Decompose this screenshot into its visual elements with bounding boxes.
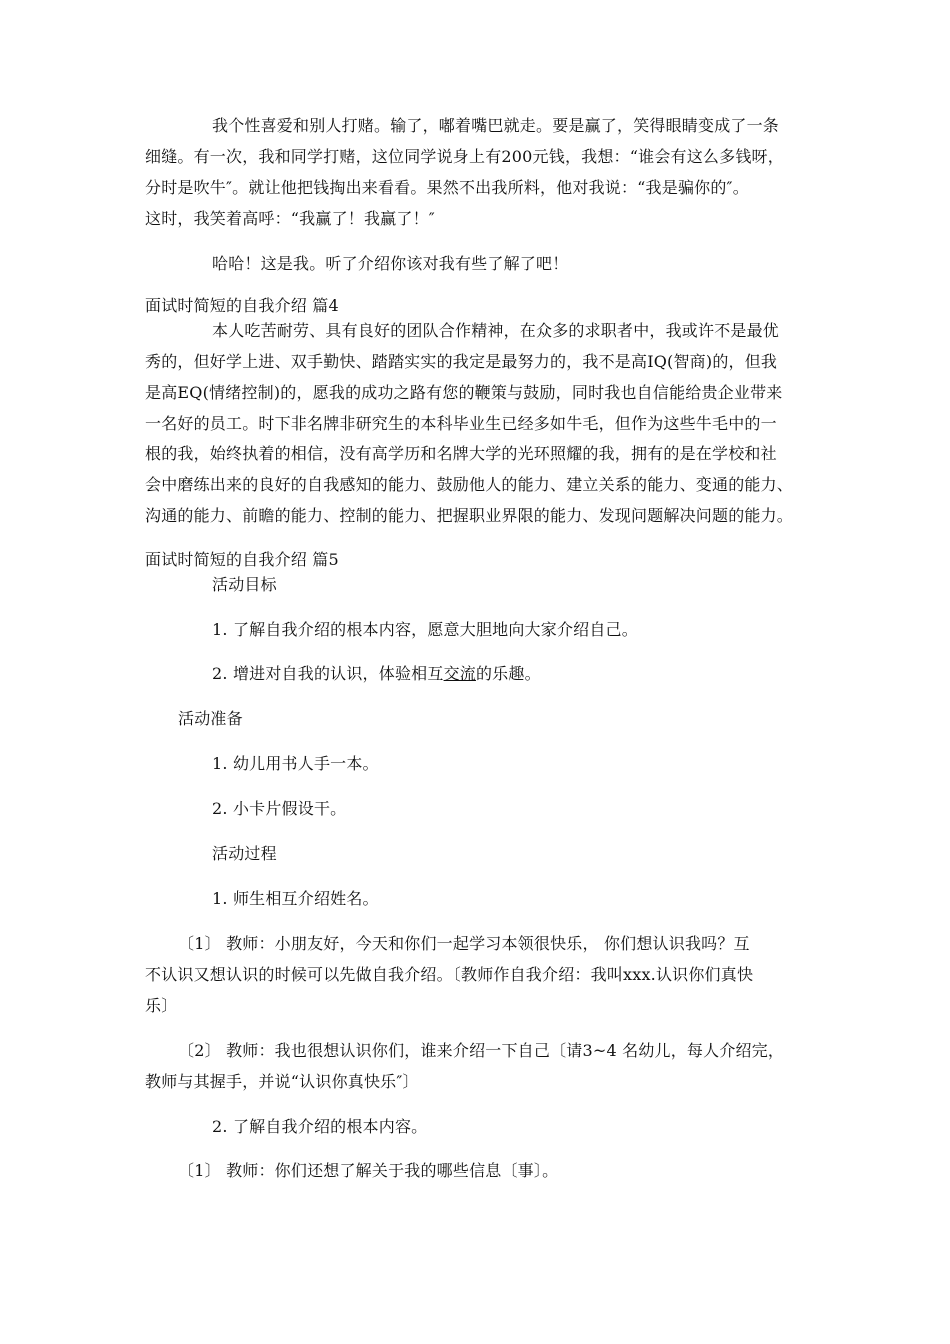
step-2-line-1: 〔2〕 教师：我也很想认识你们，谁来介绍一下自己〔请3~4 名幼儿，每人介绍完， bbox=[178, 1041, 785, 1060]
paragraph-1-line-1: 我个性喜爱和别人打赌。输了，嘟着嘴巴就走。要是赢了，笑得眼睛变成了一条 bbox=[212, 116, 780, 135]
goal-item-1: 1. 了解自我介绍的根本内容，愿意大胆地向大家介绍自己。 bbox=[212, 620, 638, 639]
paragraph-3-line-7: 沟通的能力、前瞻的能力、控制的能力、把握职业界限的能力、发现问题解决问题的能力。 bbox=[145, 506, 794, 525]
exchange-link[interactable]: 交流 bbox=[443, 664, 476, 683]
paragraph-1-line-3: 分时是吹牛″。就让他把钱掏出来看看。果然不出我所料，他对我说：“我是骗你的″。 bbox=[145, 178, 749, 197]
step-1-line-3: 乐〕 bbox=[145, 996, 178, 1015]
paragraph-3-line-3: 是高EQ(情绪控制)的，愿我的成功之路有您的鞭策与鼓励，同时我也自信能给贵企业带来 bbox=[145, 383, 783, 402]
paragraph-3-line-4: 一名好的员工。时下非名牌非研究生的本科毕业生已经多如牛毛，但作为这些牛毛中的一 bbox=[145, 414, 777, 433]
paragraph-3-line-6: 会中磨练出来的良好的自我感知的能力、鼓励他人的能力、建立关系的能力、变通的能力、 bbox=[145, 475, 794, 494]
paragraph-3-line-2: 秀的，但好学上进、双手勤快、踏踏实实的我定是最努力的，我不是高IQ(智商)的，但我 bbox=[145, 352, 778, 371]
step-3-line-1: 〔1〕 教师：你们还想了解关于我的哪些信息〔事〕。 bbox=[178, 1161, 559, 1180]
section-heading-5: 面试时简短的自我介绍 篇5 bbox=[145, 550, 339, 569]
paragraph-2: 哈哈！这是我。听了介绍你该对我有些了解了吧！ bbox=[212, 254, 569, 273]
goal-item-2 bbox=[212, 664, 541, 684]
paragraph-1-line-4: 这时，我笑着高呼：“我赢了！我赢了！″ bbox=[145, 209, 435, 228]
paragraph-1-line-2: 细缝。有一次，我和同学打赌，这位同学说身上有200元钱，我想：“谁会有这么多钱呀， bbox=[145, 147, 784, 166]
paragraph-3-line-5: 根的我，始终执着的相信，没有高学历和名牌大学的光环照耀的我，拥有的是在学校和社 bbox=[145, 444, 777, 463]
step-2-line-2: 教师与其握手，并说“认识你真快乐″〕 bbox=[145, 1072, 419, 1091]
goal-item-2-text-start: 2. 增进对自我的认识，体验相互 bbox=[212, 664, 444, 683]
step-1-line-2: 不认识又想认识的时候可以先做自我介绍。〔教师作自我介绍：我叫xxx.认识你们真快 bbox=[145, 965, 754, 984]
section-heading-4: 面试时简短的自我介绍 篇4 bbox=[145, 296, 339, 315]
process-item-1: 1. 师生相互介绍姓名。 bbox=[212, 889, 379, 908]
activity-prep-title: 活动准备 bbox=[178, 709, 243, 728]
activity-process-title: 活动过程 bbox=[212, 844, 277, 863]
step-1-line-1: 〔1〕 教师：小朋友好，今天和你们一起学习本领很快乐， 你们想认识我吗？互 bbox=[178, 934, 750, 953]
prep-item-1: 1. 幼儿用书人手一本。 bbox=[212, 754, 379, 773]
paragraph-3-line-1: 本人吃苦耐劳、具有良好的团队合作精神，在众多的求职者中，我或许不是最优 bbox=[212, 321, 780, 340]
goal-item-2-text-end: 的乐趣。 bbox=[475, 664, 541, 683]
process-item-2: 2. 了解自我介绍的根本内容。 bbox=[212, 1117, 428, 1136]
activity-goals-title: 活动目标 bbox=[212, 575, 277, 594]
prep-item-2: 2. 小卡片假设干。 bbox=[212, 799, 347, 818]
